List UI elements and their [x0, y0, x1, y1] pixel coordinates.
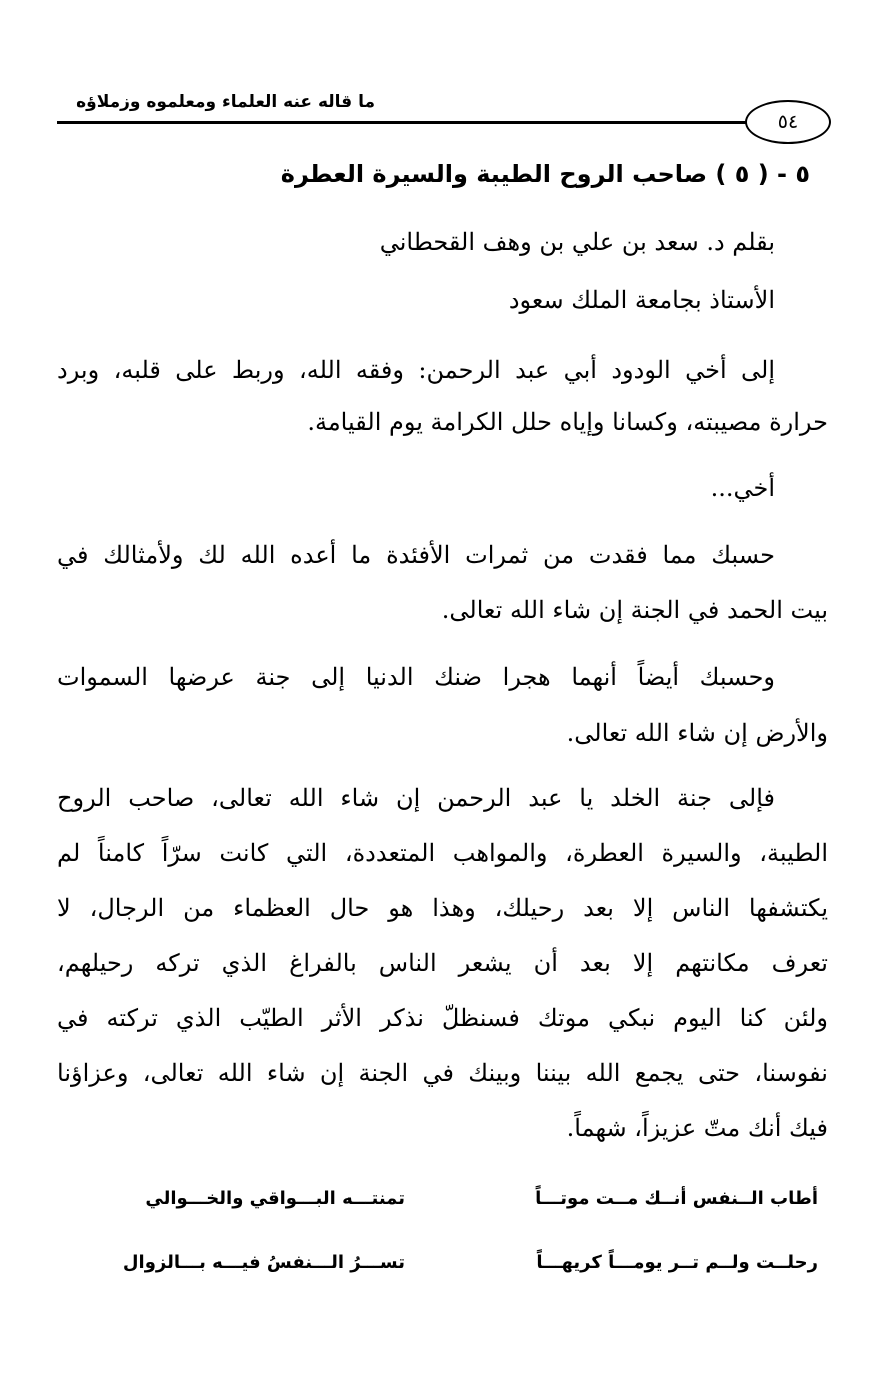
author-line: بقلم د. سعد بن علي بن وهف القحطاني — [379, 228, 775, 256]
page-number: ٥٤ — [777, 111, 799, 133]
paragraph-line: حرارة مصيبته، وكسانا وإياه حلل الكرامة يوم القيامة. — [307, 408, 828, 436]
poem-verse-1-second-hemistich: تمنتـــه البـــواقي والخـــوالي — [145, 1188, 405, 1209]
paragraph-line: وحسبك أيضاً أنهما هجرا ضنك الدنيا إلى جنة عرضها السموات — [57, 663, 775, 691]
paragraph-line: بيت الحمد في الجنة إن شاء الله تعالى. — [441, 596, 828, 624]
paragraph-line: تعرف مكانتهم إلا بعد أن يشعر الناس بالفراغ الذي تركه رحيلهم، — [57, 949, 828, 977]
paragraph-line: أخي... — [710, 474, 775, 502]
poem-verse-2-second-hemistich: تســـرُ الـــنفسُ فيـــه بـــالزوال — [122, 1252, 405, 1273]
header-rule — [57, 121, 757, 124]
paragraph-line: إلى أخي الودود أبي عبد الرحمن: وفقه الله، وربط على قلبه، وبرد — [57, 356, 775, 384]
paragraph-line: فيك أنك متّ عزيزاً، شهماً. — [566, 1114, 828, 1142]
poem-verse-2-first-hemistich: رحلــت ولــم تــر يومـــاً كريهـــاً — [536, 1252, 818, 1273]
paragraph-line: يكتشفها الناس إلا بعد رحيلك، وهذا هو حال العظماء من الرجال، لا — [57, 894, 828, 922]
paragraph-line: نفوسنا، حتى يجمع الله بيننا وبينك في الجنة إن شاء الله تعالى، وعزاؤنا — [57, 1059, 828, 1087]
paragraph-line: حسبك مما فقدت من ثمرات الأفئدة ما أعده الله لك ولأمثالك في — [57, 541, 775, 569]
author-affiliation: الأستاذ بجامعة الملك سعود — [508, 286, 775, 314]
section-title: ٥ - ( ٥ ) صاحب الروح الطيبة والسيرة العطرة — [280, 160, 810, 188]
paragraph-line: والأرض إن شاء الله تعالى. — [566, 719, 828, 747]
running-header-title: ما قاله عنه العلماء ومعلموه وزملاؤه — [76, 92, 375, 112]
paragraph-line: الطيبة، والسيرة العطرة، والمواهب المتعددة، التي كانت سرّاً كامناً لم — [57, 839, 828, 867]
page-number-badge — [745, 100, 831, 144]
paragraph-line: فإلى جنة الخلد يا عبد الرحمن إن شاء الله تعالى، صاحب الروح — [57, 784, 775, 812]
poem-verse-1-first-hemistich: أطاب الــنفس أنــك مــت موتـــاً — [535, 1188, 818, 1209]
paragraph-line: ولئن كنا اليوم نبكي موتك فسنظلّ نذكر الأثر الطيّب الذي تركته في — [57, 1004, 828, 1032]
